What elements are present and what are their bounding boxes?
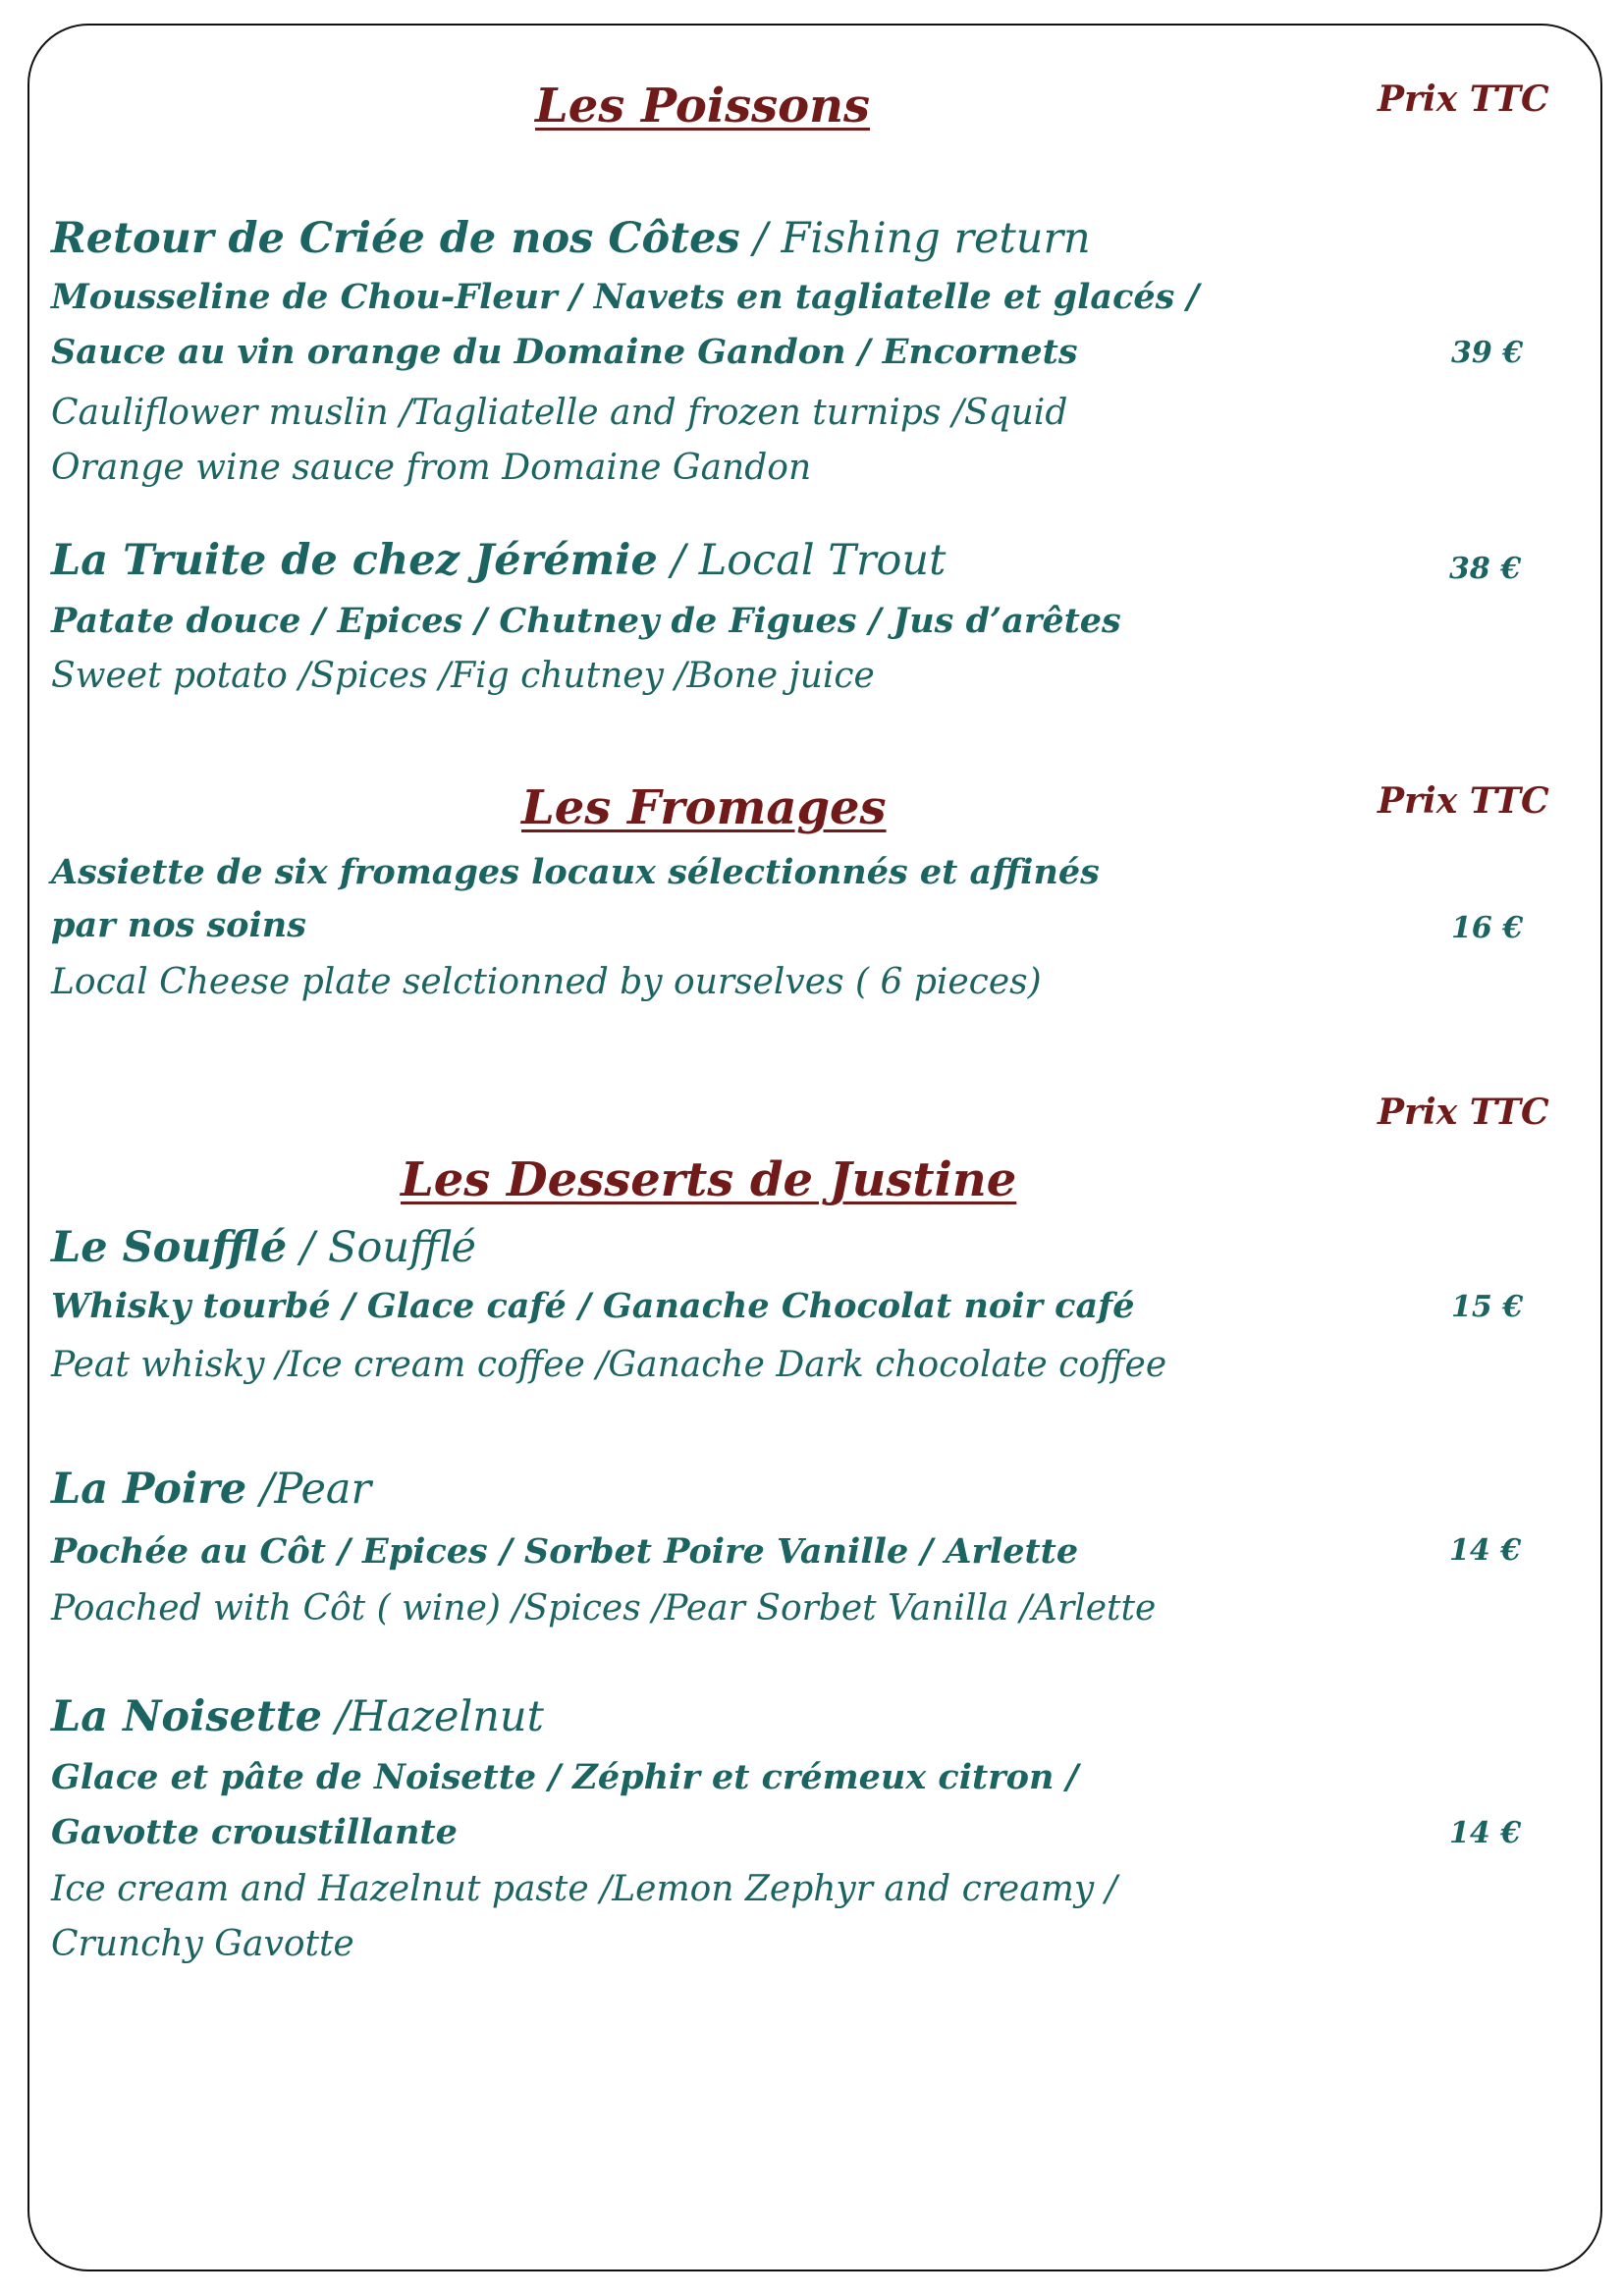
dish-desc-fr-line: Whisky tourbé / Glace café / Ganache Chocolat noir café [51,1286,1135,1326]
dish-name-retour-criee [51,214,1091,263]
dish-desc-fr-line: Glace et pâte de Noisette / Zéphir et crémeux citron / [51,1757,1079,1797]
dish-name-fr: La Poire [51,1465,247,1514]
dish-desc-fr-line: Sauce au vin orange du Domaine Gandon / Encornets [51,332,1078,372]
dish-name-souffle [51,1223,476,1272]
dish-desc-en-line: Orange wine sauce from Domaine Gandon [51,448,812,488]
dish-name-noisette [51,1692,544,1741]
dish-desc-en-line: Peat whisky /Ice cream coffee /Ganache Dark chocolate coffee [51,1345,1167,1385]
dish-desc-en-line: Crunchy Gavotte [51,1924,354,1964]
dish-desc-en-line: Ice cream and Hazelnut paste /Lemon Zephyr and creamy / [51,1869,1117,1909]
prix-label-poissons: Prix TTC [1378,79,1549,120]
section-title-fromages: Les Fromages [521,780,887,835]
dish-desc-en-line: Cauliflower muslin /Tagliatelle and frozen turnips /Squid [51,393,1068,433]
dish-name-en: /Pear [246,1465,372,1514]
dish-name-fr: La Noisette [51,1692,323,1741]
dish-price: 39 € [1451,336,1524,370]
dish-name-fr: La Truite de chez Jérémie [51,536,658,585]
dish-name-poire [51,1465,371,1514]
dish-desc-en-line: Local Cheese plate selctionned by ourselves ( 6 pieces) [51,962,1042,1002]
dish-desc-fr-line: Mousseline de Chou-Fleur / Navets en tagliatelle et glacés / [51,277,1200,317]
dish-price: 15 € [1451,1290,1524,1324]
dish-price: 14 € [1449,1533,1522,1568]
dish-price: 14 € [1449,1816,1522,1850]
dish-desc-fr-line: Assiette de six fromages locaux sélectionnés et affinés [51,852,1100,892]
dish-price: 38 € [1449,552,1522,586]
section-title-desserts: Les Desserts de Justine [401,1152,1017,1207]
dish-name-en: /Hazelnut [322,1692,544,1741]
dish-desc-en-line: Sweet potato /Spices /Fig chutney /Bone juice [51,656,875,696]
prix-label-desserts: Prix TTC [1378,1092,1549,1133]
dish-desc-fr-line: Pochée au Côt / Epices / Sorbet Poire Vanille / Arlette [51,1531,1079,1572]
dish-name-truite [51,536,946,585]
dish-desc-fr-line: par nos soins [51,905,306,945]
dish-name-fr: Retour de Criée de nos Côtes [51,214,740,263]
dish-desc-fr-line: Patate douce / Epices / Chutney de Figues / Jus d’arêtes [51,601,1121,641]
dish-name-fr: Le Soufflé [51,1223,288,1272]
prix-label-fromages: Prix TTC [1378,780,1549,822]
dish-name-en: / Soufflé [287,1223,476,1272]
section-title-poissons: Les Poissons [535,79,871,133]
dish-price: 16 € [1451,911,1524,945]
dish-desc-en-line: Poached with Côt ( wine) /Spices /Pear Sorbet Vanilla /Arlette [51,1588,1157,1629]
dish-desc-fr-line: Gavotte croustillante [51,1812,458,1852]
dish-name-en: / Fishing return [739,214,1091,263]
dish-name-en: / Local Trout [657,536,947,585]
